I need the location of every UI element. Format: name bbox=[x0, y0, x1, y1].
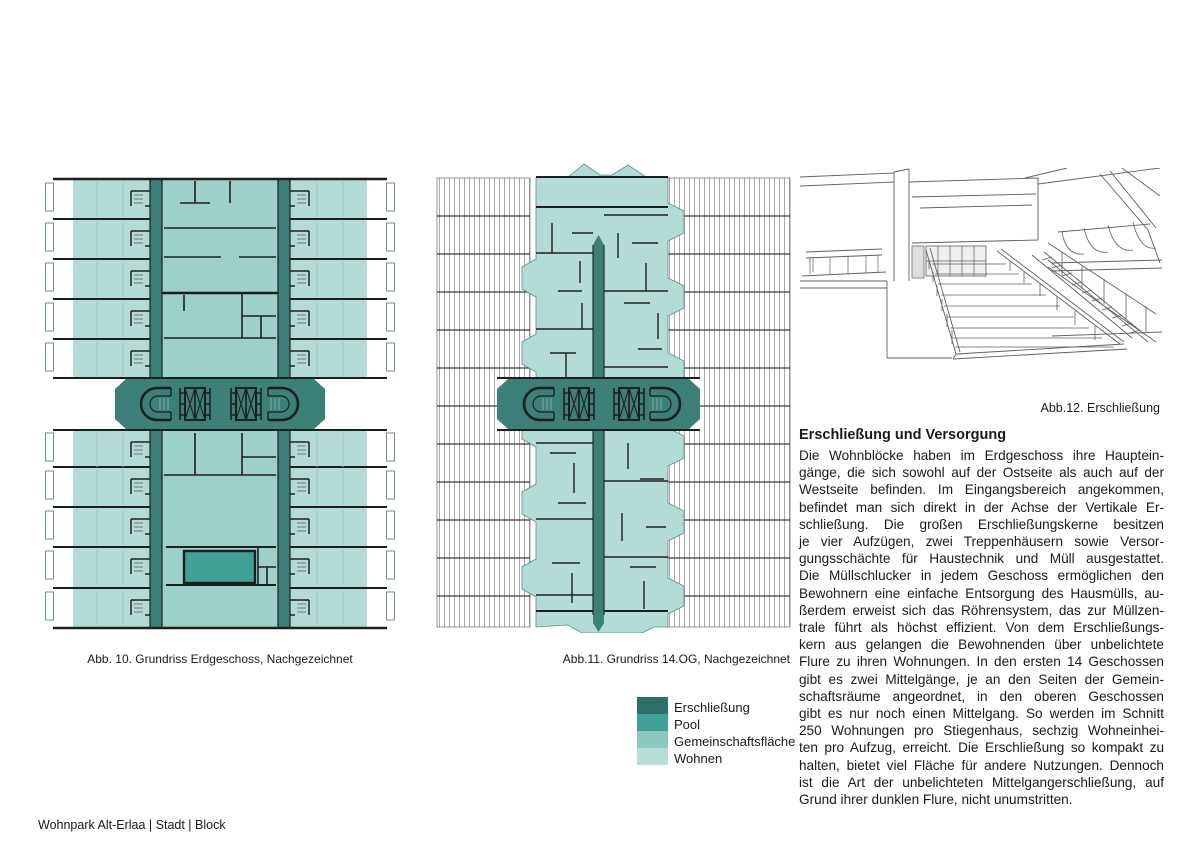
article-title: Erschließung und Versorgung bbox=[799, 427, 1007, 443]
article-line: ten pro Aufzug, erreicht. Die Erschließung so kompakt zu bbox=[799, 740, 1164, 756]
article-line: trale führt als höchst effizient. Von dem Erschließungs- bbox=[799, 620, 1164, 636]
article-line: gänge, die sich sowohl auf der Ostseite als auch auf der bbox=[799, 465, 1164, 481]
sketch-gangway bbox=[1032, 243, 1156, 342]
elevator-icon bbox=[180, 388, 210, 420]
pool-area bbox=[184, 551, 255, 583]
legend-row bbox=[637, 748, 795, 765]
page-footer: Wohnpark Alt-Erlaa | Stadt | Block bbox=[38, 818, 226, 832]
article-line: Die Müllschlucker in jedem Geschoss ermöglichen den bbox=[799, 568, 1164, 584]
article-line: 250 Wohnungen pro Stiegenhaus, sechzig Wohneinhei- bbox=[799, 723, 1164, 739]
elevator-icon bbox=[231, 388, 261, 420]
article-body bbox=[799, 447, 1164, 808]
caption-plan-erdgeschoss: Abb. 10. Grundriss Erdgeschoss, Nachgezeichnet bbox=[87, 652, 353, 666]
elevator-icon bbox=[614, 388, 644, 420]
article-line: Grund ihrer dunklen Flure, nicht unumstritten. bbox=[799, 792, 1073, 808]
article bbox=[799, 427, 1164, 808]
article-line: ßerdem erweist sich das Röhrensystem, das zur Müllzen- bbox=[799, 602, 1164, 618]
legend-swatch bbox=[637, 697, 668, 714]
legend-swatch bbox=[637, 731, 668, 748]
plan2-corridor bbox=[593, 235, 604, 632]
legend-label: Erschließung bbox=[674, 700, 750, 715]
figure-plan-14og bbox=[432, 163, 792, 633]
legend-swatch bbox=[637, 714, 668, 731]
article-line: Flure zu ihren Wohnungen. In den ersten 14 Geschossen bbox=[799, 654, 1164, 670]
legend-label: Pool bbox=[674, 717, 701, 732]
caption-sketch: Abb.12. Erschließung bbox=[1040, 401, 1160, 415]
sketch-right-planter bbox=[1052, 168, 1162, 336]
floorplan-14og-svg bbox=[432, 163, 792, 633]
article-line: gibt es nur noch einen Mittelgang. So werden im Schnitt bbox=[799, 706, 1164, 722]
article-line: Die Wohnblöcke haben im Erdgeschoss ihre Hauptein- bbox=[799, 448, 1164, 463]
article-line: ist die Art der unbelichteten Mittelgangerschließung, auf bbox=[799, 774, 1164, 790]
figure-plan-erdgeschoss bbox=[45, 175, 395, 633]
legend-label: Wohnen bbox=[674, 751, 723, 766]
elevator-icon bbox=[564, 388, 594, 420]
article-line: schließung. Die großen Erschließungskerne besitzen bbox=[799, 516, 1164, 532]
article-line: je vier Aufzügen, zwei Treppenhäusern sowie Versor- bbox=[799, 534, 1164, 550]
article-line: halten, bietet viel Fläche für andere Nutzungen. Dennoch bbox=[799, 757, 1164, 773]
plan2-core bbox=[497, 378, 700, 430]
article-line: Westseite befinden. Im Eingangsbereich angekommen, bbox=[799, 482, 1164, 498]
legend bbox=[637, 697, 795, 765]
legend-label: Gemeinschaftsfläche bbox=[674, 734, 796, 749]
legend-row bbox=[637, 731, 795, 748]
floorplan-erdgeschoss-svg bbox=[45, 175, 395, 633]
legend-swatch bbox=[637, 748, 668, 765]
caption-plan-14og: Abb.11. Grundriss 14.OG, Nachgezeichnet bbox=[562, 652, 790, 666]
article-line: befindet man sich direkt in der Achse der Vertikale Er- bbox=[799, 499, 1164, 515]
article-line: gibt es zwei Mittelgänge, je an den Seiten der Gemein- bbox=[799, 671, 1164, 687]
article-line: gungsschächte für Haustechnik und Müll ausgestattet. bbox=[799, 551, 1164, 567]
article-line: schaftsräume angeordnet, in den oberen Geschossen bbox=[799, 688, 1164, 704]
legend-row bbox=[637, 697, 795, 714]
legend-row bbox=[637, 714, 795, 731]
figure-sketch-erschliessung bbox=[800, 168, 1162, 400]
article-line: Bewohnern eine einfache Entsorgung des Hausmülls, au- bbox=[799, 585, 1164, 601]
sketch-svg bbox=[800, 168, 1162, 400]
article-line: kern aus gelangen die Bewohnenden über unbelichtete bbox=[799, 637, 1164, 653]
